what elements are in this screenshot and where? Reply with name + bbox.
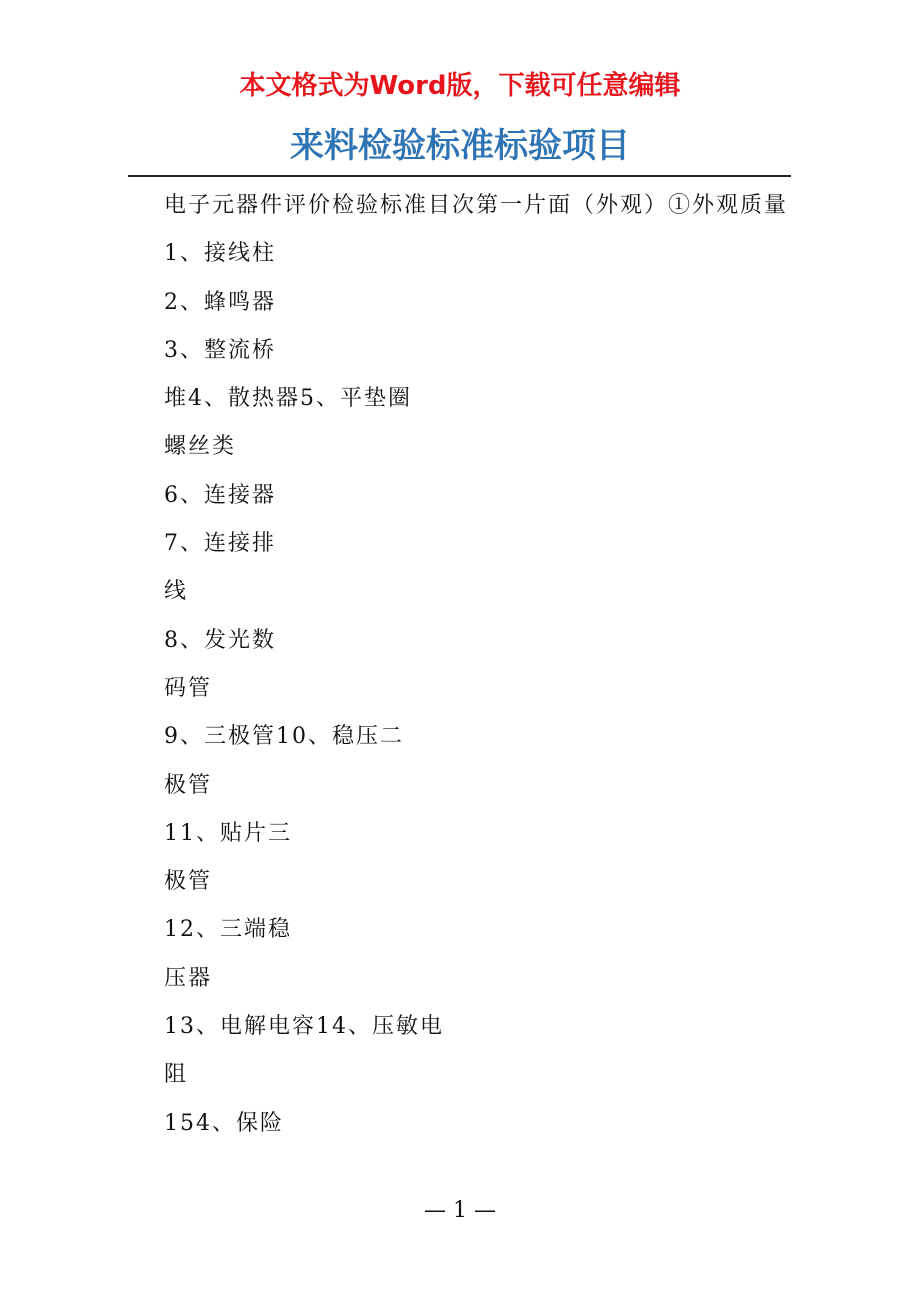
list-item: 1、接线柱 — [164, 241, 276, 267]
list-item: 压器 — [164, 965, 213, 991]
document-title: 来料检验标准标验项目 — [290, 126, 630, 166]
download-banner: 本文格式为Word版，下载可任意编辑 — [239, 71, 681, 101]
list-item: 线 — [164, 579, 189, 605]
list-item: 极管 — [164, 869, 213, 895]
list-item: 8、发光数 — [164, 627, 276, 653]
document-body — [141, 182, 796, 1148]
list-item: 9、三极管10、稳压二 — [164, 724, 404, 750]
list-item: 堆4、散热器5、平垫圈 — [164, 386, 412, 412]
list-item: 2、蜂鸣器 — [164, 289, 276, 315]
list-item: 6、连接器 — [164, 482, 276, 508]
list-item: 154、保险 — [164, 1110, 284, 1136]
list-item: 极管 — [164, 772, 213, 798]
list-item: 3、整流桥 — [164, 337, 276, 363]
list-item: 12、三端稳 — [164, 917, 292, 943]
list-item: 螺丝类 — [164, 434, 237, 460]
list-item: 阻 — [164, 1062, 189, 1088]
intro-paragraph: 电子元器件评价检验标准目次第一片面（外观）①外观质量 — [164, 193, 789, 218]
title-divider — [128, 175, 791, 177]
list-item: 7、连接排 — [164, 531, 276, 557]
list-item: 码管 — [164, 675, 213, 701]
page-number: — 1 — — [424, 1198, 496, 1223]
list-item: 13、电解电容14、压敏电 — [164, 1014, 444, 1040]
list-item: 11、贴片三 — [164, 820, 292, 846]
